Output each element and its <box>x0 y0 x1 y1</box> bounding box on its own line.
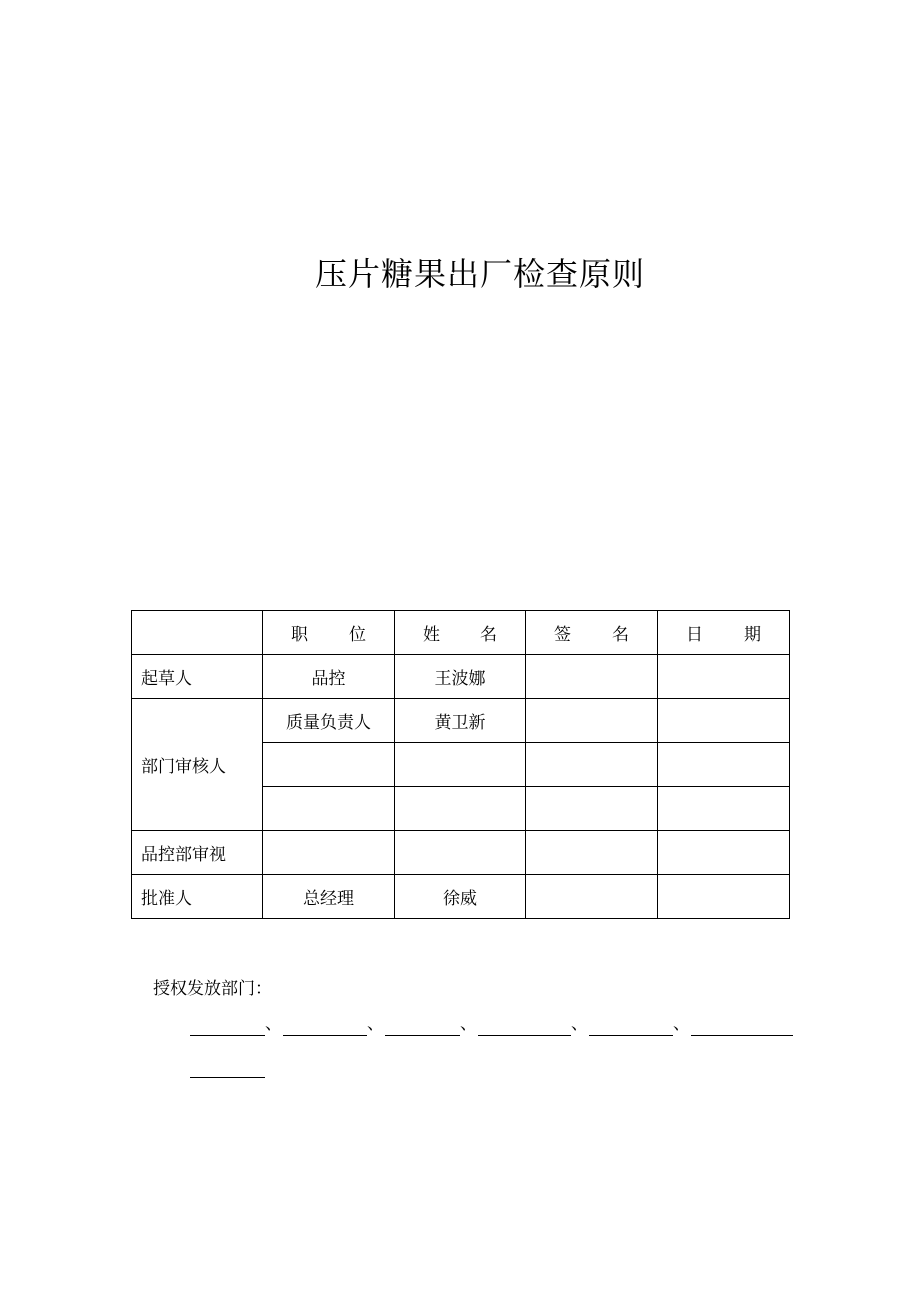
dept-review-3-position-cell[interactable] <box>263 787 395 831</box>
table-row-approver <box>132 875 790 919</box>
drafter-position: 品控 <box>263 655 395 699</box>
drafter-name: 王波娜 <box>395 655 526 699</box>
qc-review-role: 品控部审视 <box>132 831 263 875</box>
drafter-signature-cell[interactable] <box>526 655 658 699</box>
approver-position: 总经理 <box>263 875 395 919</box>
department-blank-2[interactable] <box>283 1019 367 1036</box>
table-header-row <box>132 611 790 655</box>
qc-review-name-cell[interactable] <box>395 831 526 875</box>
department-blank-7[interactable] <box>190 1061 265 1078</box>
approver-role: 批准人 <box>132 875 263 919</box>
header-position <box>263 611 395 655</box>
qc-review-date-cell[interactable] <box>658 831 790 875</box>
dept-review-signature-cell[interactable] <box>526 699 658 743</box>
separator: 、 <box>571 1014 588 1034</box>
dept-review-3-name-cell[interactable] <box>395 787 526 831</box>
dept-review-2-date-cell[interactable] <box>658 743 790 787</box>
dept-review-date-cell[interactable] <box>658 699 790 743</box>
header-position-char-1: 职 <box>291 625 308 645</box>
separator: 、 <box>673 1014 690 1034</box>
department-blank-1[interactable] <box>190 1019 265 1036</box>
qc-review-position-cell[interactable] <box>263 831 395 875</box>
drafter-role: 起草人 <box>132 655 263 699</box>
blank-line-row <box>190 1016 794 1036</box>
approver-date-cell[interactable] <box>658 875 790 919</box>
header-name-char-1: 姓 <box>423 625 440 645</box>
separator: 、 <box>367 1014 384 1034</box>
header-signature-char-1: 签 <box>554 625 571 645</box>
header-date-char-1: 日 <box>686 625 703 645</box>
approval-table <box>131 610 790 919</box>
header-name <box>395 611 526 655</box>
table-row-dept-review-1 <box>132 699 790 743</box>
department-blank-6[interactable] <box>691 1019 793 1036</box>
department-blank-3[interactable] <box>385 1019 460 1036</box>
dept-review-3-date-cell[interactable] <box>658 787 790 831</box>
header-empty-cell <box>132 611 263 655</box>
separator: 、 <box>460 1014 477 1034</box>
authorization-departments <box>190 1016 794 1078</box>
dept-review-2-signature-cell[interactable] <box>526 743 658 787</box>
approver-name: 徐威 <box>395 875 526 919</box>
separator: 、 <box>265 1014 282 1034</box>
dept-review-2-position-cell[interactable] <box>263 743 395 787</box>
qc-review-signature-cell[interactable] <box>526 831 658 875</box>
blank-line-row <box>190 1058 794 1078</box>
authorization-label: 授权发放部门： <box>153 979 272 999</box>
table-row-drafter <box>132 655 790 699</box>
header-date-char-2: 期 <box>744 625 761 645</box>
header-date <box>658 611 790 655</box>
department-blank-4[interactable] <box>478 1019 571 1036</box>
dept-review-name: 黄卫新 <box>395 699 526 743</box>
approver-signature-cell[interactable] <box>526 875 658 919</box>
department-blank-5[interactable] <box>589 1019 673 1036</box>
dept-review-role: 部门审核人 <box>132 699 263 831</box>
dept-review-3-signature-cell[interactable] <box>526 787 658 831</box>
document-title: 压片糖果出厂检查原则 <box>314 255 645 293</box>
header-position-char-2: 位 <box>349 625 366 645</box>
header-name-char-2: 名 <box>480 625 497 645</box>
header-signature <box>526 611 658 655</box>
drafter-date-cell[interactable] <box>658 655 790 699</box>
table-row-qc-review <box>132 831 790 875</box>
dept-review-position: 质量负责人 <box>263 699 395 743</box>
dept-review-2-name-cell[interactable] <box>395 743 526 787</box>
header-signature-char-2: 名 <box>612 625 629 645</box>
